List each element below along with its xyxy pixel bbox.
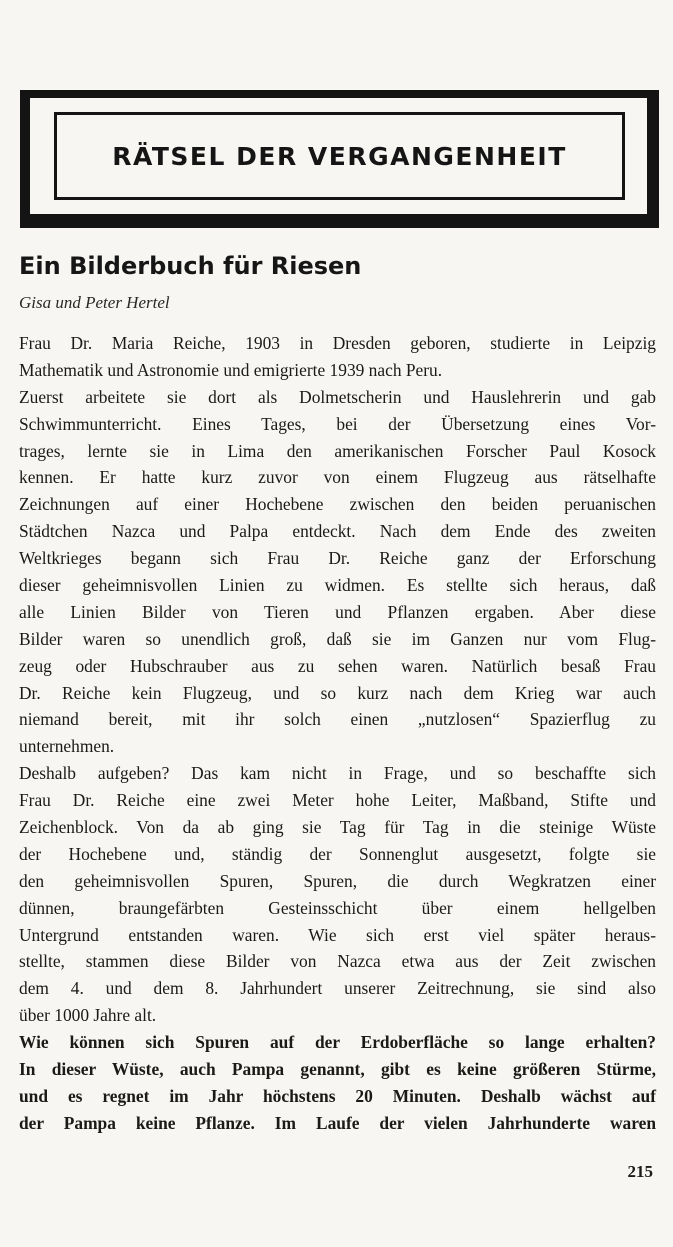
body-line: den geheimnisvollen Spuren, Spuren, die durch Wegkratzen einer: [19, 870, 656, 891]
article-title: Ein Bilderbuch für Riesen: [19, 252, 362, 280]
section-banner: [20, 90, 659, 228]
body-line: Mathematik und Astronomie und emigrierte 1939 nach Peru.: [19, 359, 443, 380]
section-banner-inner-frame: [54, 112, 625, 200]
body-line: alle Linien Bilder von Tieren und Pflanzen ergaben. Aber diese: [19, 601, 656, 622]
page-number: 215: [627, 1162, 653, 1181]
body-line: Dr. Reiche kein Flugzeug, und so kurz nach dem Krieg war auch: [19, 682, 656, 703]
body-line: Frau Dr. Maria Reiche, 1903 in Dresden geboren, studierte in Leipzig: [19, 333, 656, 353]
body-line: Deshalb aufgeben? Das kam nicht in Frage, und so beschaffte sich: [19, 763, 656, 784]
body-line: In dieser Wüste, auch Pampa genannt, gibt es keine größeren Stürme,: [19, 1059, 656, 1080]
body-line: unternehmen.: [19, 736, 115, 757]
body-line: Wie können sich Spuren auf der Erdoberfläche so lange erhalten?: [19, 1032, 656, 1053]
body-line: kennen. Er hatte kurz zuvor von einem Flugzeug aus rätselhafte: [19, 467, 656, 488]
body-line: Weltkrieges begann sich Frau Dr. Reiche ganz der Erforschung: [19, 548, 656, 569]
body-line: Zeichenblock. Von da ab ging sie Tag für Tag in die steinige Wüste: [19, 817, 656, 838]
body-line: trages, lernte sie in Lima den amerikanischen Forscher Paul Kosock: [19, 440, 656, 461]
section-title: RÄTSEL DER VERGANGENHEIT: [112, 141, 567, 171]
body-line: und es regnet im Jahr höchstens 20 Minuten. Deshalb wächst auf: [19, 1085, 656, 1106]
body-line: stellte, stammen diese Bilder von Nazca etwa aus der Zeit zwischen: [19, 951, 656, 972]
body-line: Zeichnungen auf einer Hochebene zwischen den beiden peruanischen: [19, 494, 656, 515]
body-line: niemand bereit, mit ihr solch einen „nutzlosen“ Spazierflug zu: [19, 709, 656, 730]
article-body: [19, 330, 656, 1137]
body-line: dem 4. und dem 8. Jahrhundert unserer Zeitrechnung, sie sind also: [19, 978, 656, 999]
body-line: Zuerst arbeitete sie dort als Dolmetscherin und Hauslehrerin und gab: [19, 386, 656, 407]
body-line: Frau Dr. Reiche eine zwei Meter hohe Leiter, Maßband, Stifte und: [19, 790, 656, 811]
body-line: Schwimmunterricht. Eines Tages, bei der Übersetzung eines Vor-: [19, 413, 656, 434]
body-line: Städtchen Nazca und Palpa entdeckt. Nach dem Ende des zweiten: [19, 521, 656, 542]
body-line: dieser geheimnisvollen Linien zu widmen. Es stellte sich heraus, daß: [19, 575, 656, 596]
article-authors: Gisa und Peter Hertel: [19, 293, 170, 312]
body-line: dünnen, braungefärbten Gesteinsschicht über einem hellgelben: [19, 897, 656, 918]
body-line: Untergrund entstanden waren. Wie sich erst viel später heraus-: [19, 924, 656, 945]
body-line: der Pampa keine Pflanze. Im Laufe der vielen Jahrhunderte waren: [19, 1112, 656, 1133]
body-line: Bilder waren so unendlich groß, daß sie im Ganzen nur vom Flug-: [19, 628, 656, 649]
body-line: zeug oder Hubschrauber aus zu sehen waren. Natürlich besaß Frau: [19, 655, 656, 676]
body-line: über 1000 Jahre alt.: [19, 1005, 157, 1026]
body-line: der Hochebene und, ständig der Sonnenglut ausgesetzt, folgte sie: [19, 843, 656, 864]
